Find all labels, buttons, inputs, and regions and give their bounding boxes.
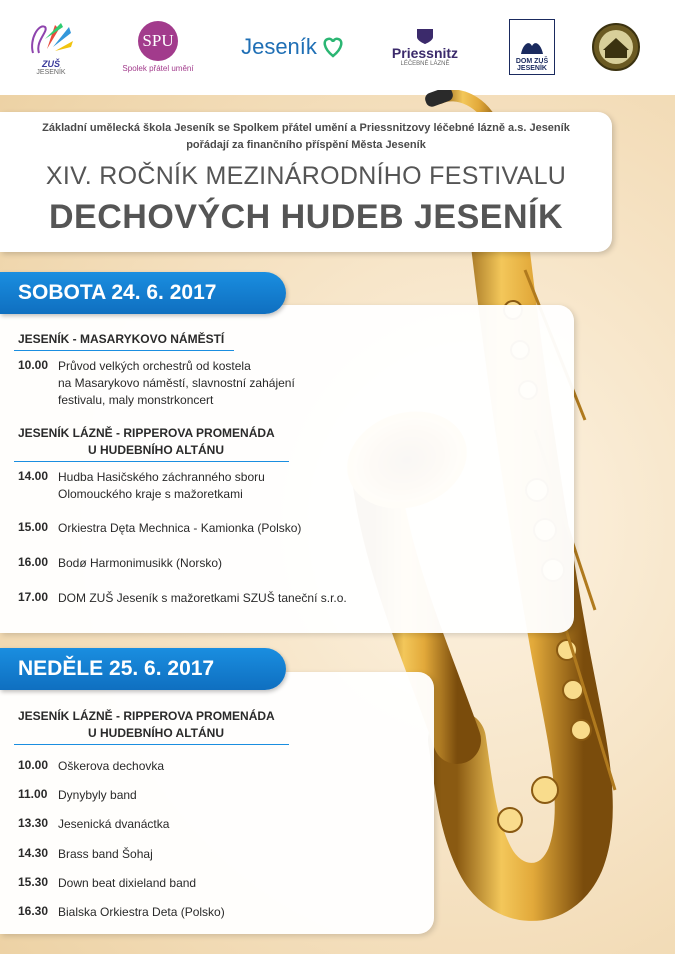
venue-divider [14, 744, 289, 745]
event-desc: Bodø Harmonimusikk (Norsko) [58, 556, 223, 570]
schedule-item [18, 846, 153, 863]
saturday-date-banner: SOBOTA 24. 6. 2017 [0, 272, 286, 314]
spu-logo-sub: Spolek přátel umění [122, 64, 194, 73]
domzus-top-text: DOM ZUŠ [515, 58, 549, 65]
event-time: 15.30 [18, 875, 49, 889]
event-desc: Hudba Hasičského záchranného sboru [58, 470, 265, 484]
priessnitz-logo-text: Priessnitz [391, 45, 459, 61]
festival-title-line2: DECHOVÝCH HUDEB JESENÍK [48, 198, 564, 236]
event-desc: Orkiestra Dęta Mechnica - Kamionka (Polsko) [58, 521, 302, 535]
event-time: 14.00 [18, 469, 49, 483]
venue-divider [14, 350, 234, 351]
spu-logo-circle: SPU [138, 21, 178, 61]
event-desc: DOM ZUŠ Jeseník s mažoretkami SZUŠ taneční s.r.o. [58, 591, 347, 605]
schedule-item [18, 816, 169, 833]
priessnitz-logo-sub: LÉČEBNÉ LÁZNĚ [400, 61, 450, 67]
event-desc: Olomouckého kraje s mažoretkami [58, 487, 243, 501]
jesenik-logo-text: Jeseník [241, 34, 317, 59]
zus-logo [22, 16, 80, 78]
saturday-venue-2: JESENÍK LÁZNĚ - RIPPEROVA PROMENÁDA [18, 426, 275, 440]
zus-logo-sub: JESENÍK [36, 68, 66, 76]
logo-bar [0, 0, 675, 95]
sunday-date-banner: NEDĚLE 25. 6. 2017 [0, 648, 286, 690]
festival-title-line1: XIV. ROČNÍK MEZINÁRODNÍHO FESTIVALU [45, 162, 567, 190]
spu-logo [112, 16, 204, 78]
event-desc: Down beat dixieland band [58, 876, 197, 890]
event-time: 14.30 [18, 846, 49, 860]
event-time: 17.00 [18, 590, 49, 604]
schedule-item [18, 590, 347, 607]
zus-logo-text: ZUŠ [42, 58, 60, 69]
domzus-logo-frame [509, 19, 555, 75]
jesenik-logo [228, 16, 358, 78]
event-desc: festivalu, maly monstrkoncert [58, 393, 214, 407]
saturday-panel [0, 305, 574, 633]
event-desc: Brass band Šohaj [58, 847, 153, 861]
schedule-item [18, 358, 295, 409]
funding-line: pořádají za finančního příspění Města Jeseník [186, 139, 426, 151]
event-time: 13.30 [18, 816, 49, 830]
event-time: 16.00 [18, 555, 49, 569]
sunday-venue-sub: U HUDEBNÍHO ALTÁNU [88, 726, 224, 740]
schedule-item [18, 875, 196, 892]
schedule-item [18, 758, 164, 775]
schedule-item [18, 904, 225, 921]
event-desc: Oškerova dechovka [58, 759, 165, 773]
schedule-item [18, 469, 265, 503]
organizers-line: Základní umělecká škola Jeseník se Spolkem přátel umění a Priessnitzovy léčebné lázně a.s. Jeseník [42, 122, 570, 134]
priessnitz-logo [382, 16, 468, 78]
heart-icon [321, 36, 345, 58]
schedule-item [18, 555, 222, 572]
event-time: 10.00 [18, 358, 49, 372]
schedule-item [18, 520, 301, 537]
intro-panel [0, 112, 612, 252]
domzus-logo [507, 16, 557, 78]
event-desc: Dynybyly band [58, 788, 137, 802]
domzus-bottom-text: JESENÍK [517, 65, 547, 72]
event-desc: Průvod velkých orchestrů od kostela [58, 359, 251, 373]
event-desc: Bialska Orkiestra Deta (Polsko) [58, 905, 225, 919]
event-time: 10.00 [18, 758, 49, 772]
venue-divider [14, 461, 289, 462]
sunday-panel [0, 672, 434, 934]
zus-logo-graphic [25, 19, 77, 59]
saturday-venue-1: JESENÍK - MASARYKOVO NÁMĚSTÍ [18, 332, 225, 346]
event-time: 11.00 [18, 787, 48, 801]
saturday-venue-2-sub: U HUDEBNÍHO ALTÁNU [88, 443, 224, 457]
schedule-item [18, 787, 137, 804]
event-time: 16.30 [18, 904, 49, 918]
pavilion-emblem-icon [591, 22, 641, 72]
domzus-emblem-icon [517, 36, 547, 58]
event-desc: Jesenická dvanáctka [58, 817, 170, 831]
event-time: 15.00 [18, 520, 49, 534]
pavilion-logo [588, 16, 644, 78]
priessnitz-crest-icon [415, 27, 435, 45]
event-desc: na Masarykovo náměstí, slavnostní zahájení [58, 376, 295, 390]
sunday-venue: JESENÍK LÁZNĚ - RIPPEROVA PROMENÁDA [18, 709, 275, 723]
